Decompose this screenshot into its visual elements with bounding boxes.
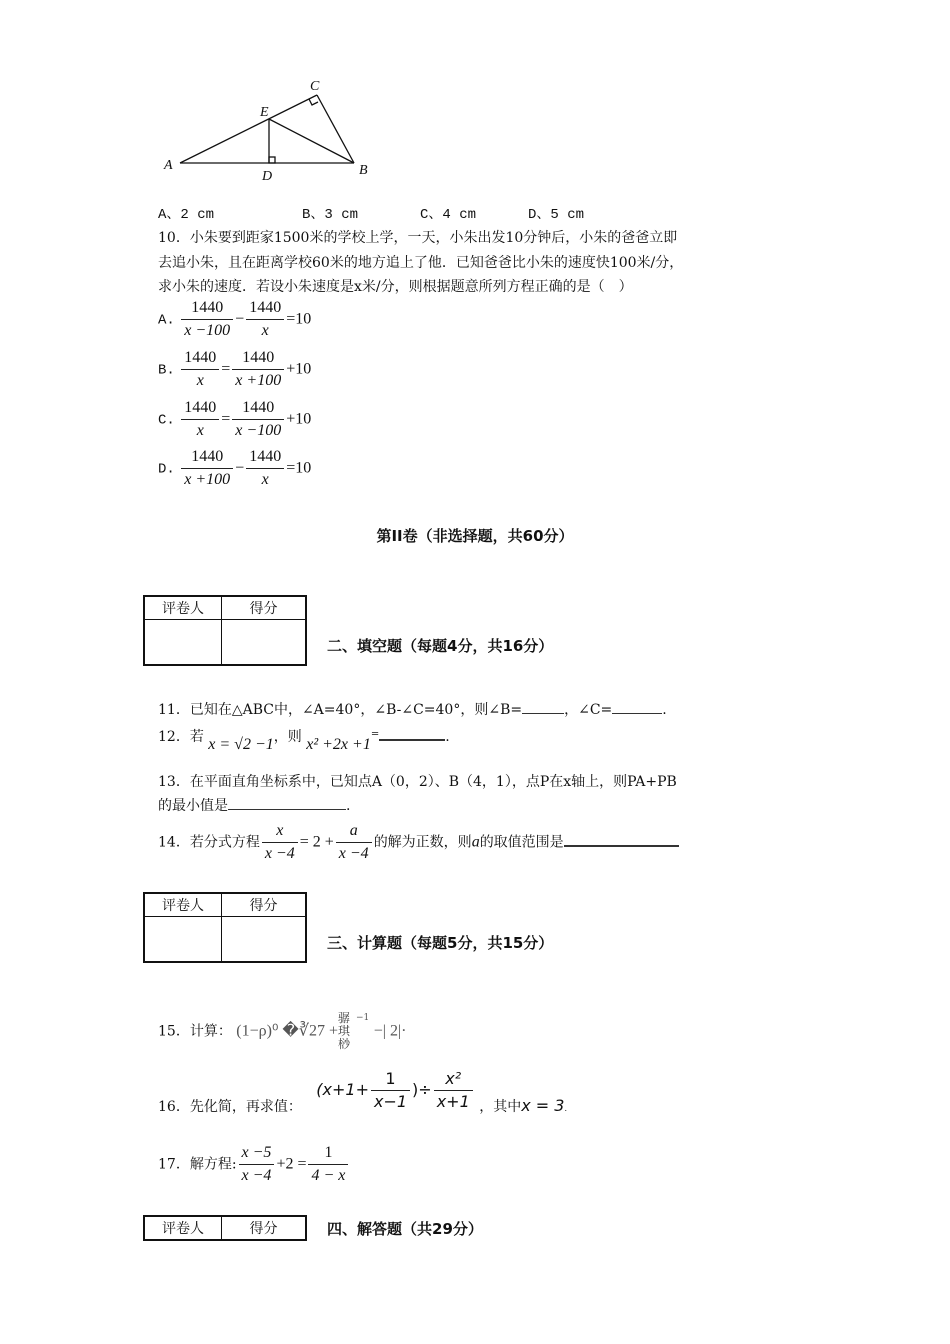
q10-option-b: B. $\frac{1440}{x}$ = $\frac{1440}{x +100}$ +10 xyxy=(158,347,311,392)
option-label: D. xyxy=(158,461,175,478)
score-table-1 xyxy=(143,595,307,666)
fraction: $\frac{1440}{x -100}$ xyxy=(181,297,233,342)
reviewer-header: 评卷人 xyxy=(144,893,222,917)
fraction: $\frac{1440}{x}$ xyxy=(246,297,284,342)
fraction: $\frac{a}{x -4}$ xyxy=(336,820,372,865)
section-fill-blank: 二、填空题（每题4分，共16分） xyxy=(327,637,554,655)
fraction: $\frac{1}{4 - x}$ xyxy=(308,1142,348,1187)
section-calculation: 三、计算题（每题5分，共15分） xyxy=(327,934,554,952)
triangle-figure xyxy=(160,75,380,185)
q14: 14．若分式方程 $\frac{x}{x -4}$ = 2 + $\frac{a}{x -4}$ 的解为正数，则a的取值范围是 xyxy=(158,820,679,865)
label-e: E xyxy=(260,105,269,120)
label-d: D xyxy=(262,169,273,184)
q15: 15．计算： (1−ρ)⁰ �∛27 +骣琪桫$^{-1}$ −| 2|· xyxy=(158,1011,407,1051)
option-label: C. xyxy=(158,412,175,429)
option-label: A. xyxy=(158,312,175,329)
q10-option-a: A. $\frac{1440}{x -100}$ − $\frac{1440}{x}$ =10 xyxy=(158,297,311,342)
reviewer-header: 评卷人 xyxy=(144,596,222,620)
score-table-2 xyxy=(143,892,307,963)
q10-line-2: 去追小朱，且在距离学校60米的地方追上了他．已知爸爸比小朱的速度快100米/分， xyxy=(158,255,684,271)
fraction: $\frac{1440}{x +100}$ xyxy=(181,446,233,491)
q10-option-d: D. $\frac{1440}{x +100}$ − $\frac{1440}{x}$ =10 xyxy=(158,446,311,491)
reviewer-cell[interactable] xyxy=(144,917,222,963)
fraction: $\frac{x -5}{x -4}$ xyxy=(239,1142,275,1187)
q11: 11．已知在△ABC中，∠A=40°，∠B-∠C=40°，则∠B= ，∠C= . xyxy=(158,699,667,719)
q9-option-d: D、5 cm xyxy=(528,207,585,223)
q13-line-2: 的最小值是 . xyxy=(158,795,350,815)
q10-option-c: C. $\frac{1440}{x}$ = $\frac{1440}{x -100}$ +10 xyxy=(158,397,311,442)
score-cell[interactable] xyxy=(222,917,307,963)
fraction: $\frac{\text{x²}}{x+1}$ xyxy=(434,1068,473,1113)
q10-line-3: 求小朱的速度．若设小朱速度是x米/分，则根据题意所列方程正确的是（ ） xyxy=(158,279,633,295)
q16: 16．先化简，再求值： (x+1+ $\frac{1}{x-1}$ )÷ $\frac{\text{x²}}{x+1}$ ，其中x = 3. xyxy=(158,1069,567,1115)
q13-line-1: 13．在平面直角坐标系中，已知点A（0，2）、B（4，1），点P在x轴上，则PA+PB xyxy=(158,774,677,790)
label-c: C xyxy=(310,79,320,94)
q9-option-a: A、2 cm xyxy=(158,207,215,223)
score-cell[interactable] xyxy=(222,620,307,666)
score-header: 得分 xyxy=(222,596,307,620)
reviewer-header: 评卷人 xyxy=(144,1216,222,1240)
part2-title: 第II卷（非选择题，共60分） xyxy=(376,527,574,545)
reviewer-cell[interactable] xyxy=(144,620,222,666)
score-table-3 xyxy=(143,1215,307,1241)
fraction: $\frac{1440}{x +100}$ xyxy=(232,347,284,392)
q9-option-c: C、4 cm xyxy=(420,207,477,223)
label-b: B xyxy=(359,163,368,178)
q10-line-1: 10．小朱要到距家1500米的学校上学，一天，小朱出发10分钟后，小朱的爸爸立即 xyxy=(158,230,678,246)
fraction: $\frac{1440}{x}$ xyxy=(181,347,219,392)
q17: 17．解方程: $\frac{x -5}{x -4}$ +2 = $\frac{1}{4 - x}$ xyxy=(158,1142,350,1187)
fraction: $\frac{1440}{x -100}$ xyxy=(232,397,284,442)
fraction: $\frac{1440}{x}$ xyxy=(181,397,219,442)
section-answer: 四、解答题（共29分） xyxy=(327,1220,483,1238)
option-label: B. xyxy=(158,362,175,379)
q9-option-b: B、3 cm xyxy=(302,207,359,223)
label-a: A xyxy=(164,158,173,173)
fraction: $\frac{1440}{x}$ xyxy=(246,446,284,491)
q12: 12．若 x = √2 −1，则 x² +2x +1= . xyxy=(158,725,450,746)
score-header: 得分 xyxy=(222,893,307,917)
fraction: $\frac{x}{x -4}$ xyxy=(262,820,298,865)
score-header: 得分 xyxy=(222,1216,307,1240)
fraction: $\frac{1}{x-1}$ xyxy=(371,1068,410,1113)
